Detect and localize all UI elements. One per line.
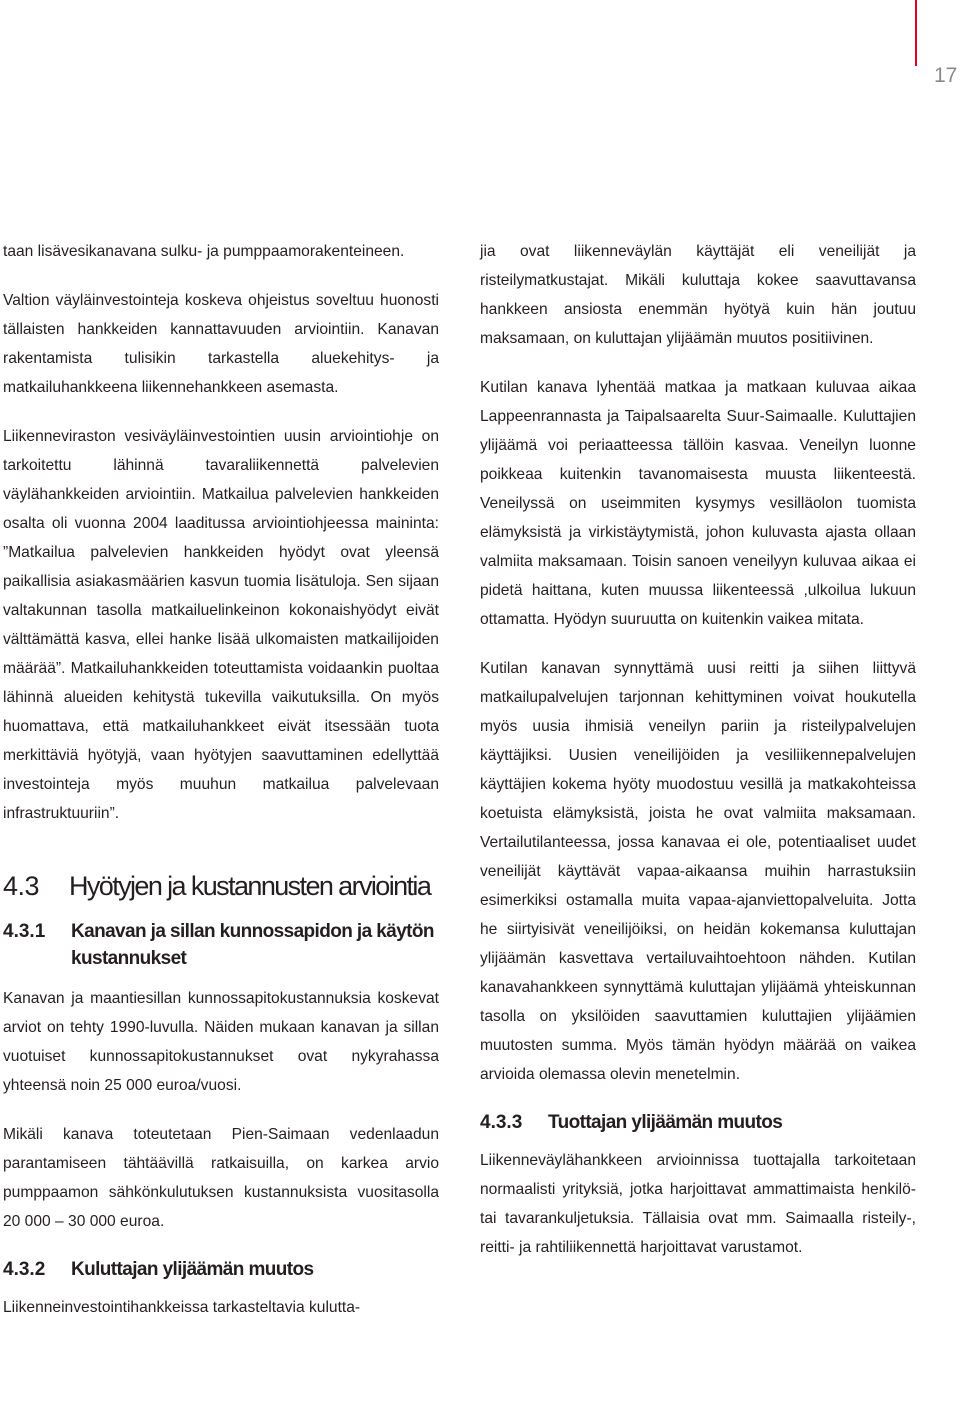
paragraph: jia ovat liikenneväylän käyttäjät eli veneilijät ja risteilymatkustajat. Mikäli kuluttaja kokee saavuttavansa hankkeen ansiosta enemmän hyötyä kuin hän joutuu maksamaan, on kuluttajan ylijäämän muutos positiivinen. bbox=[480, 243, 916, 347]
left-column bbox=[3, 237, 439, 1342]
section-title: Hyötyjen ja kustannusten arviointia bbox=[69, 871, 431, 901]
section-heading-4-3 bbox=[3, 866, 439, 906]
section-number: 4.3 bbox=[3, 871, 40, 901]
paragraph: Kanavan ja maantiesillan kunnossapitokustannuksia koskevat arviot on tehty 1990-luvulla. Näiden mukaan kanavan ja sillan vuotuiset kunnossapitokustannukset ovat nykyrahassa yhteensä noin 25 000 euroa/vuosi. bbox=[3, 990, 439, 1094]
paragraph: Kutilan kanavan synnyttämä uusi reitti ja siihen liittyvä matkailupalvelujen tarjonnan kehittyminen voivat houkutella myös uusia ihmisiä veneilyn pariin ja risteilypalvelujen käyttäjiksi. Uusien veneilijöiden ja vesiliikennepalvelujen käyttäjien kokema hyöty muodostuu vesillä ja matkakohteissa koetuista elämyksistä, joista he ovat valmiita maksamaan. Vertailutilanteessa, jossa kanavaa ei ole, potentiaaliset uudet veneilijät käyttävät vapaa-aikaansa muihin harrastuksiin esimerkiksi ostamalla muita vapaa-ajanviettopalveluita. Jotta he siirtyisivät veneilijöiksi, on heidän kokemansa kuluttajan ylijäämän kasvettava vertailuvaihtoehtoon nähden. Kutilan kanavahankkeen synnyttämä kuluttajan ylijäämä yhteiskunnan tasolla on yksilöiden saavuttamien kuluttajien ylijäämien muutosten summa. Myös tämän hyödyn määrää on vaikea arvioida olemassa olevin menetelmin. bbox=[480, 660, 916, 1083]
page-number: 17 bbox=[934, 64, 958, 87]
subsection-heading-4-3-1 bbox=[3, 918, 439, 972]
paragraph: Kutilan kanava lyhentää matkaa ja matkaan kuluvaa aikaa Lappeenrannasta ja Taipalsaarelta Suur-Saimaalle. Kuluttajien ylijäämä voi periaatteessa tällöin kasvaa. Veneilyn luonne poikkeaa kuitenkin tavanomaisesta muusta liikenteestä. Veneilyssä on useimmiten kysymys vesilläolon tuomista elämyksistä ja virkistäytymistä, johon kuluvasta ajasta ollaan valmiita maksamaan. Toisin sanoen veneilyyn kuluvaa aikaa ei pidetä haittana, kuten muussa liikenteessä ,ulkoilua lukuun ottamatta. Hyödyn suuruutta on kuitenkin vaikea mitata. bbox=[480, 379, 916, 628]
paragraph: Valtion väyläinvestointeja koskeva ohjeistus soveltuu huonosti tällaisten hankkeiden kannattavuuden arviointiin. Kanavan rakentamista tulisikin tarkastella aluekehitys- ja matkailuhankkeena liikennehankkeen asemasta. bbox=[3, 292, 439, 396]
paragraph: Mikäli kanava toteutetaan Pien-Saimaan vedenlaadun parantamiseen tähtäävillä ratkaisuilla, on karkea arvio pumppaamon sähkönkulutuksen kustannuksista vuositasolla 20 000 – 30 000 euroa. bbox=[3, 1126, 439, 1230]
subsection-title: Kuluttajan ylijäämän muutos bbox=[71, 1259, 314, 1280]
subsection-number: 4.3.3 bbox=[480, 1112, 523, 1133]
subsection-title: Tuottajan ylijäämän muutos bbox=[548, 1112, 783, 1133]
header-accent-rule bbox=[915, 0, 917, 66]
paragraph: Liikenneinvestointihankkeissa tarkasteltavia kulutta- bbox=[3, 1299, 361, 1316]
subsection-title: Kanavan ja sillan kunnossapidon ja käytön kustannukset bbox=[71, 921, 434, 969]
subsection-number: 4.3.2 bbox=[3, 1259, 46, 1280]
paragraph: taan lisävesikanavana sulku- ja pumppaamorakenteineen. bbox=[3, 243, 405, 260]
paragraph: Liikenneviraston vesiväyläinvestointien uusin arviointiohje on tarkoitettu lähinnä tavaraliikennettä palvelevien väylähankkeiden arviointiin. Matkailua palvelevien hankkeiden osalta oli vuonna 2004 laaditussa arviointiohjeessa maininta: ”Matkailua palvelevien hankkeiden hyödyt ovat yleensä paikallisia asiakasmäärien kasvun tuomia lisätuloja. Sen sijaan valtakunnan tasolla matkailuelinkeinon kokonaishyödyt eivät välttämättä kasva, ellei hanke lisää ulkomaisten matkailijoiden määrää”. Matkailuhankkeiden toteuttamista voidaankin puoltaa lähinnä alueiden kehitystä tukevilla vaikutuksilla. On myös huomattava, että matkailuhankkeet eivät itsessään tuota merkittäviä hyötyjä, vaan hyötyjen saavuttaminen edellyttää investointeja myös muuhun matkailua palvelevaan infrastruktuuriin”. bbox=[3, 428, 439, 822]
subsection-heading-4-3-3 bbox=[480, 1109, 916, 1136]
subsection-number: 4.3.1 bbox=[3, 921, 46, 942]
subsection-heading-4-3-2 bbox=[3, 1256, 439, 1283]
right-column bbox=[480, 237, 916, 1282]
paragraph: Liikenneväylähankkeen arvioinnissa tuottajalla tarkoitetaan normaalisti yrityksiä, jotka harjoittavat ammattimaista henkilö- tai tavarankuljetuksia. Tällaisia ovat mm. Saimaalla risteily-, reitti- ja rahtiliikennettä harjoittavat varustamot. bbox=[480, 1152, 916, 1256]
